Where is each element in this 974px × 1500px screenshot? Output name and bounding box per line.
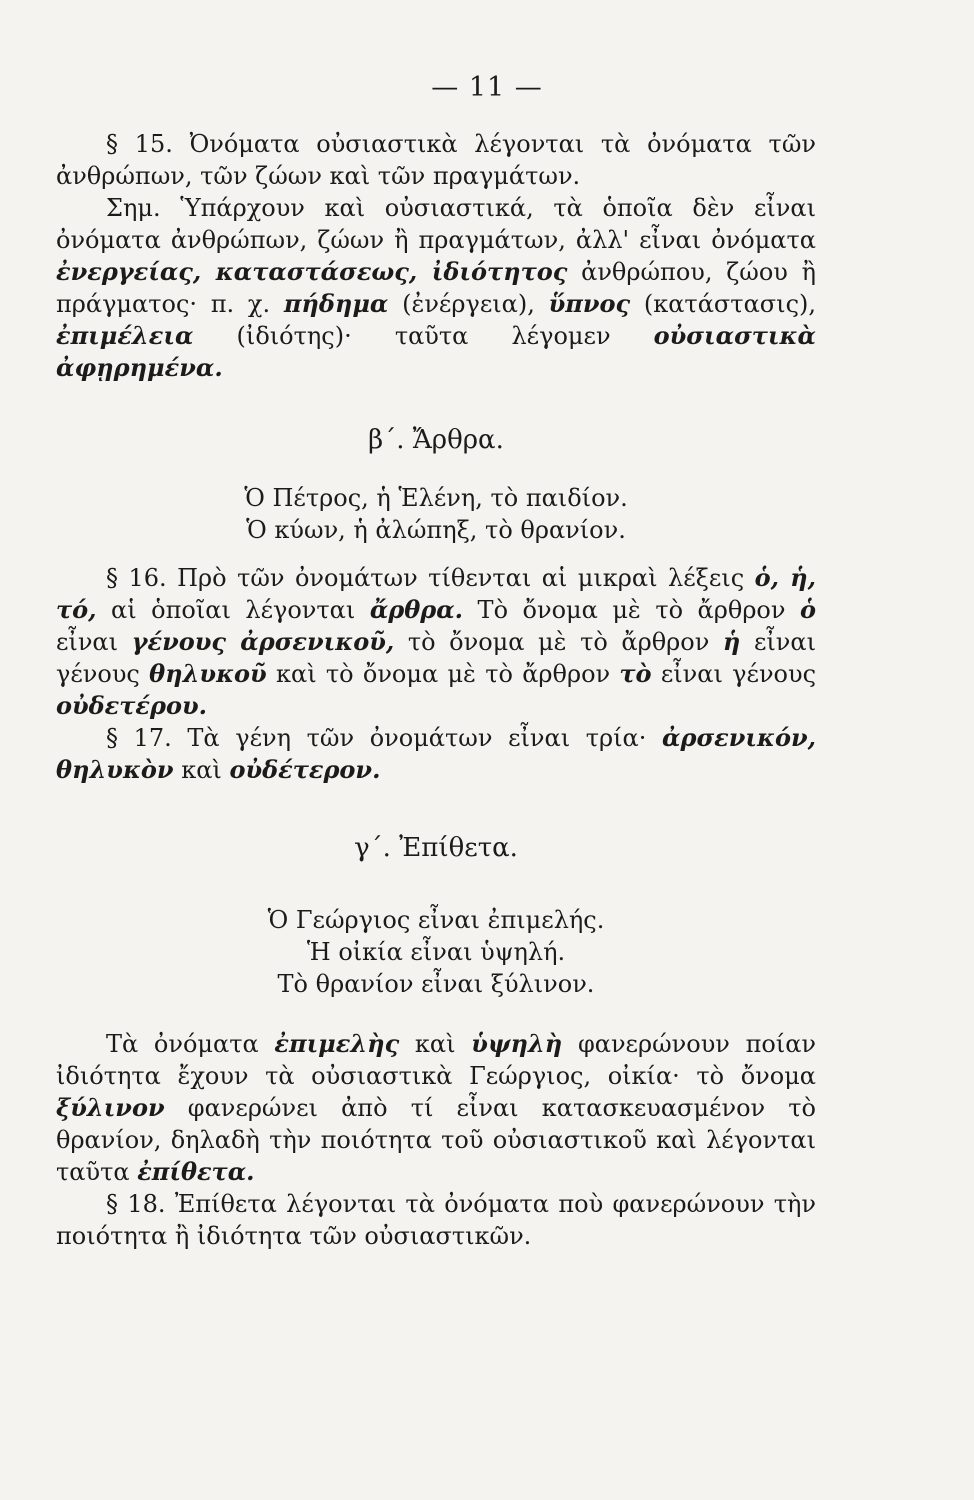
para-text: αἱ ὁποῖαι λέγονται — [96, 596, 370, 624]
paragraph-16 — [56, 562, 816, 722]
note-text: (ἰδιότης)· ταῦτα λέγομεν — [193, 322, 654, 350]
para-term: ἀρσενικόν, θηλυκὸν — [56, 723, 816, 784]
note-text: Σημ. Ὑπάρχουν καὶ οὐσιαστικά, τὰ ὁποῖα δὲν εἶναι ὀνόματα ἀνθρώπων, ζώων ἢ πραγμάτων, ἀλλ' εἶναι ὀνόματα — [56, 194, 816, 254]
note-text: (κατάστασις), — [630, 290, 816, 318]
para-term: ὑψηλὴ — [471, 1029, 563, 1058]
para-term: ὁ, ἡ, τό, — [56, 563, 816, 624]
note-term: πήδημα — [283, 289, 389, 318]
para-text: § 16. Πρὸ τῶν ὀνομάτων τίθενται αἱ μικραὶ λέξεις — [106, 564, 755, 592]
para-text: καὶ — [173, 756, 230, 784]
paragraph-18: § 18. Ἐπίθετα λέγονται τὰ ὀνόματα ποὺ φανερώνουν τὴν ποιότητα ἢ ἰδιότητα τῶν οὐσιαστικῶν. — [56, 1190, 816, 1250]
para-term: ἐπίθετα. — [137, 1157, 255, 1186]
example-line: Ὁ κύων, ἡ ἀλώπηξ, τὸ θρανίον. — [246, 516, 626, 544]
para-text: Τὰ ὀνόματα — [106, 1030, 275, 1058]
para-term: θηλυκοῦ — [149, 659, 267, 688]
section-heading-adjectives: γ΄. Ἐπίθετα. — [354, 833, 518, 863]
note-text: (ἐνέργεια), — [388, 290, 549, 318]
para-term: ἡ — [722, 627, 741, 656]
para-term: ξύλινον — [56, 1093, 165, 1122]
para-term: ἐπιμελὴς — [274, 1029, 400, 1058]
para-text: Τὸ ὄνομα μὲ τὸ ἄρθρον — [463, 596, 800, 624]
note-text: ἀνθρώπου, ζώου ἢ πράγματος· π. χ. — [56, 258, 817, 318]
section-heading-articles: β΄. Ἄρθρα. — [368, 425, 504, 455]
para-term: οὐδετέρου. — [56, 691, 207, 720]
paragraph-15: § 15. Ὀνόματα οὐσιαστικὰ λέγονται τὰ ὀνόματα τῶν ἀνθρώπων, τῶν ζώων καὶ τῶν πραγμάτων. — [56, 130, 816, 190]
para-text: καὶ — [399, 1030, 472, 1058]
note-paragraph — [56, 192, 816, 384]
example-line: Ὁ Πέτρος, ἡ Ἑλένη, τὸ παιδίον. — [244, 484, 628, 512]
para-text: εἶναι γένους — [651, 660, 817, 688]
para-term: τὸ — [619, 659, 652, 688]
para-text: εἶναι γένους — [56, 628, 816, 688]
para-text: φανερώνουν ποίαν ἰδιότητα ἔχουν τὰ οὐσιαστικὰ Γεώργιος, οἰκία· τὸ ὄνομα — [56, 1030, 817, 1090]
para-text: § 17. Τὰ γένη τῶν ὀνομάτων εἶναι τρία· — [106, 724, 663, 752]
example-line: Ὁ Γεώργιος εἶναι ἐπιμελής. — [267, 906, 605, 934]
example-line: Ἡ οἰκία εἶναι ὑψηλή. — [306, 938, 566, 966]
para-text: καὶ τὸ ὄνομα μὲ τὸ ἄρθρον — [266, 660, 620, 688]
text-body — [56, 128, 816, 1252]
para-term: ὁ — [799, 595, 816, 624]
para-term: γένους ἀρσενικοῦ, — [131, 627, 395, 656]
para-text: εἶναι — [56, 628, 132, 656]
para-term: οὐδέτερον. — [229, 755, 381, 784]
para-text: φανερώνει ἀπὸ τί εἶναι κατασκευασμένον τὸ θρανίον, δηλαδὴ τὴν ποιότητα τοῦ οὐσιαστικοῦ καὶ λέγονται ταῦτα — [56, 1094, 816, 1186]
note-term: ἐπιμέλεια — [56, 321, 194, 350]
note-term: ὕπνος — [548, 289, 631, 318]
para-term: ἄρθρα. — [369, 595, 464, 624]
paragraph-17 — [56, 722, 816, 786]
note-term: οὐσιαστικὰ ἀφῃρημένα. — [56, 321, 816, 382]
paragraph-adjectives — [56, 1028, 816, 1188]
example-line: Τὸ θρανίον εἶναι ξύλινον. — [277, 970, 595, 998]
page-number: — 11 — — [431, 72, 543, 103]
note-term: ἐνεργείας, καταστάσεως, ἰδιότητος — [56, 257, 568, 286]
para-text: τὸ ὄνομα μὲ τὸ ἄρθρον — [394, 628, 723, 656]
